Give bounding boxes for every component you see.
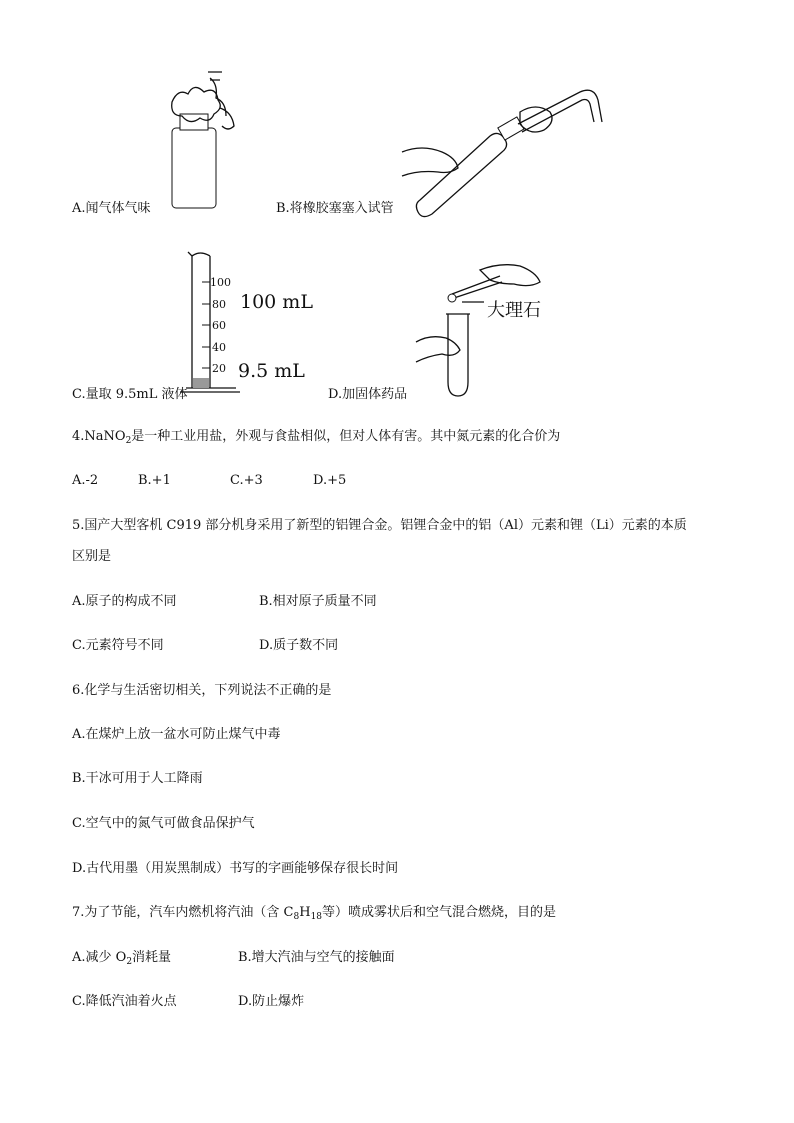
q4-option-b: B.+1 xyxy=(138,473,171,488)
q6-option-a: A.在煤炉上放一盆水可防止煤气中毒 xyxy=(72,727,281,742)
cylinder-capacity: 100 mL xyxy=(240,291,313,313)
q7-option-d: D.防止爆炸 xyxy=(238,994,305,1009)
q6-stem: 6.化学与生活密切相关，下列说法不正确的是 xyxy=(72,683,332,698)
q6-option-c: C.空气中的氮气可做食品保护气 xyxy=(72,816,255,831)
q4-option-a: A.-2 xyxy=(72,473,99,488)
cylinder-tick-40: 40 xyxy=(212,341,226,354)
figure-a-label: A.闻气体气味 xyxy=(72,201,151,216)
q7-option-a: A.减少 $O_2$消耗量 xyxy=(72,950,172,967)
cylinder-reading: 9.5 mL xyxy=(238,360,305,382)
cylinder-tick-80: 80 xyxy=(212,298,226,311)
cylinder-tick-20: 20 xyxy=(212,362,226,375)
q4-option-d: D.+5 xyxy=(313,473,347,488)
figure-a-smell-gas xyxy=(160,68,260,213)
figure-d-label: D.加固体药品 xyxy=(328,387,408,402)
q5-option-a: A.原子的构成不同 xyxy=(72,594,177,609)
figure-d-add-solid xyxy=(410,252,550,400)
q7-stem: 7.为了节能，汽车内燃机将汽油（含 $C_8H_{18}$等）喷成雾状后和空气混合燃烧，目的是 xyxy=(72,905,557,922)
q6-option-d: D.古代用墨（用炭黑制成）书写的字画能够保存很长时间 xyxy=(72,861,399,876)
q5-stem-line1: 5.国产大型客机 C919 部分机身采用了新型的铝锂合金。铝锂合金中的铝（Al）元素和锂（Li）元素的本质 xyxy=(72,518,687,533)
q5-option-c: C.元素符号不同 xyxy=(72,638,164,653)
q7-option-b: B.增大汽油与空气的接触面 xyxy=(238,950,395,965)
q4-option-c: C.+3 xyxy=(230,473,263,488)
q6-option-b: B.干冰可用于人工降雨 xyxy=(72,771,203,786)
figure-b-label: B.将橡胶塞塞入试管 xyxy=(276,201,394,216)
cylinder-tick-100: 100 xyxy=(210,276,231,289)
q4-stem: 4.NaNO$_2$是一种工业用盐，外观与食盐相似，但对人体有害。其中氮元素的化合价为 xyxy=(72,429,561,446)
q5-stem-line2: 区别是 xyxy=(72,549,112,564)
figure-b-insert-stopper xyxy=(400,82,610,222)
figure-c-label: C.量取 9.5mL 液体 xyxy=(72,387,188,402)
marble-label: 大理石 xyxy=(487,300,541,321)
figure-c-graduated-cylinder xyxy=(180,248,240,398)
q5-option-d: D.质子数不同 xyxy=(259,638,339,653)
q5-option-b: B.相对原子质量不同 xyxy=(259,594,377,609)
q7-option-c: C.降低汽油着火点 xyxy=(72,994,177,1009)
cylinder-tick-60: 60 xyxy=(212,319,226,332)
